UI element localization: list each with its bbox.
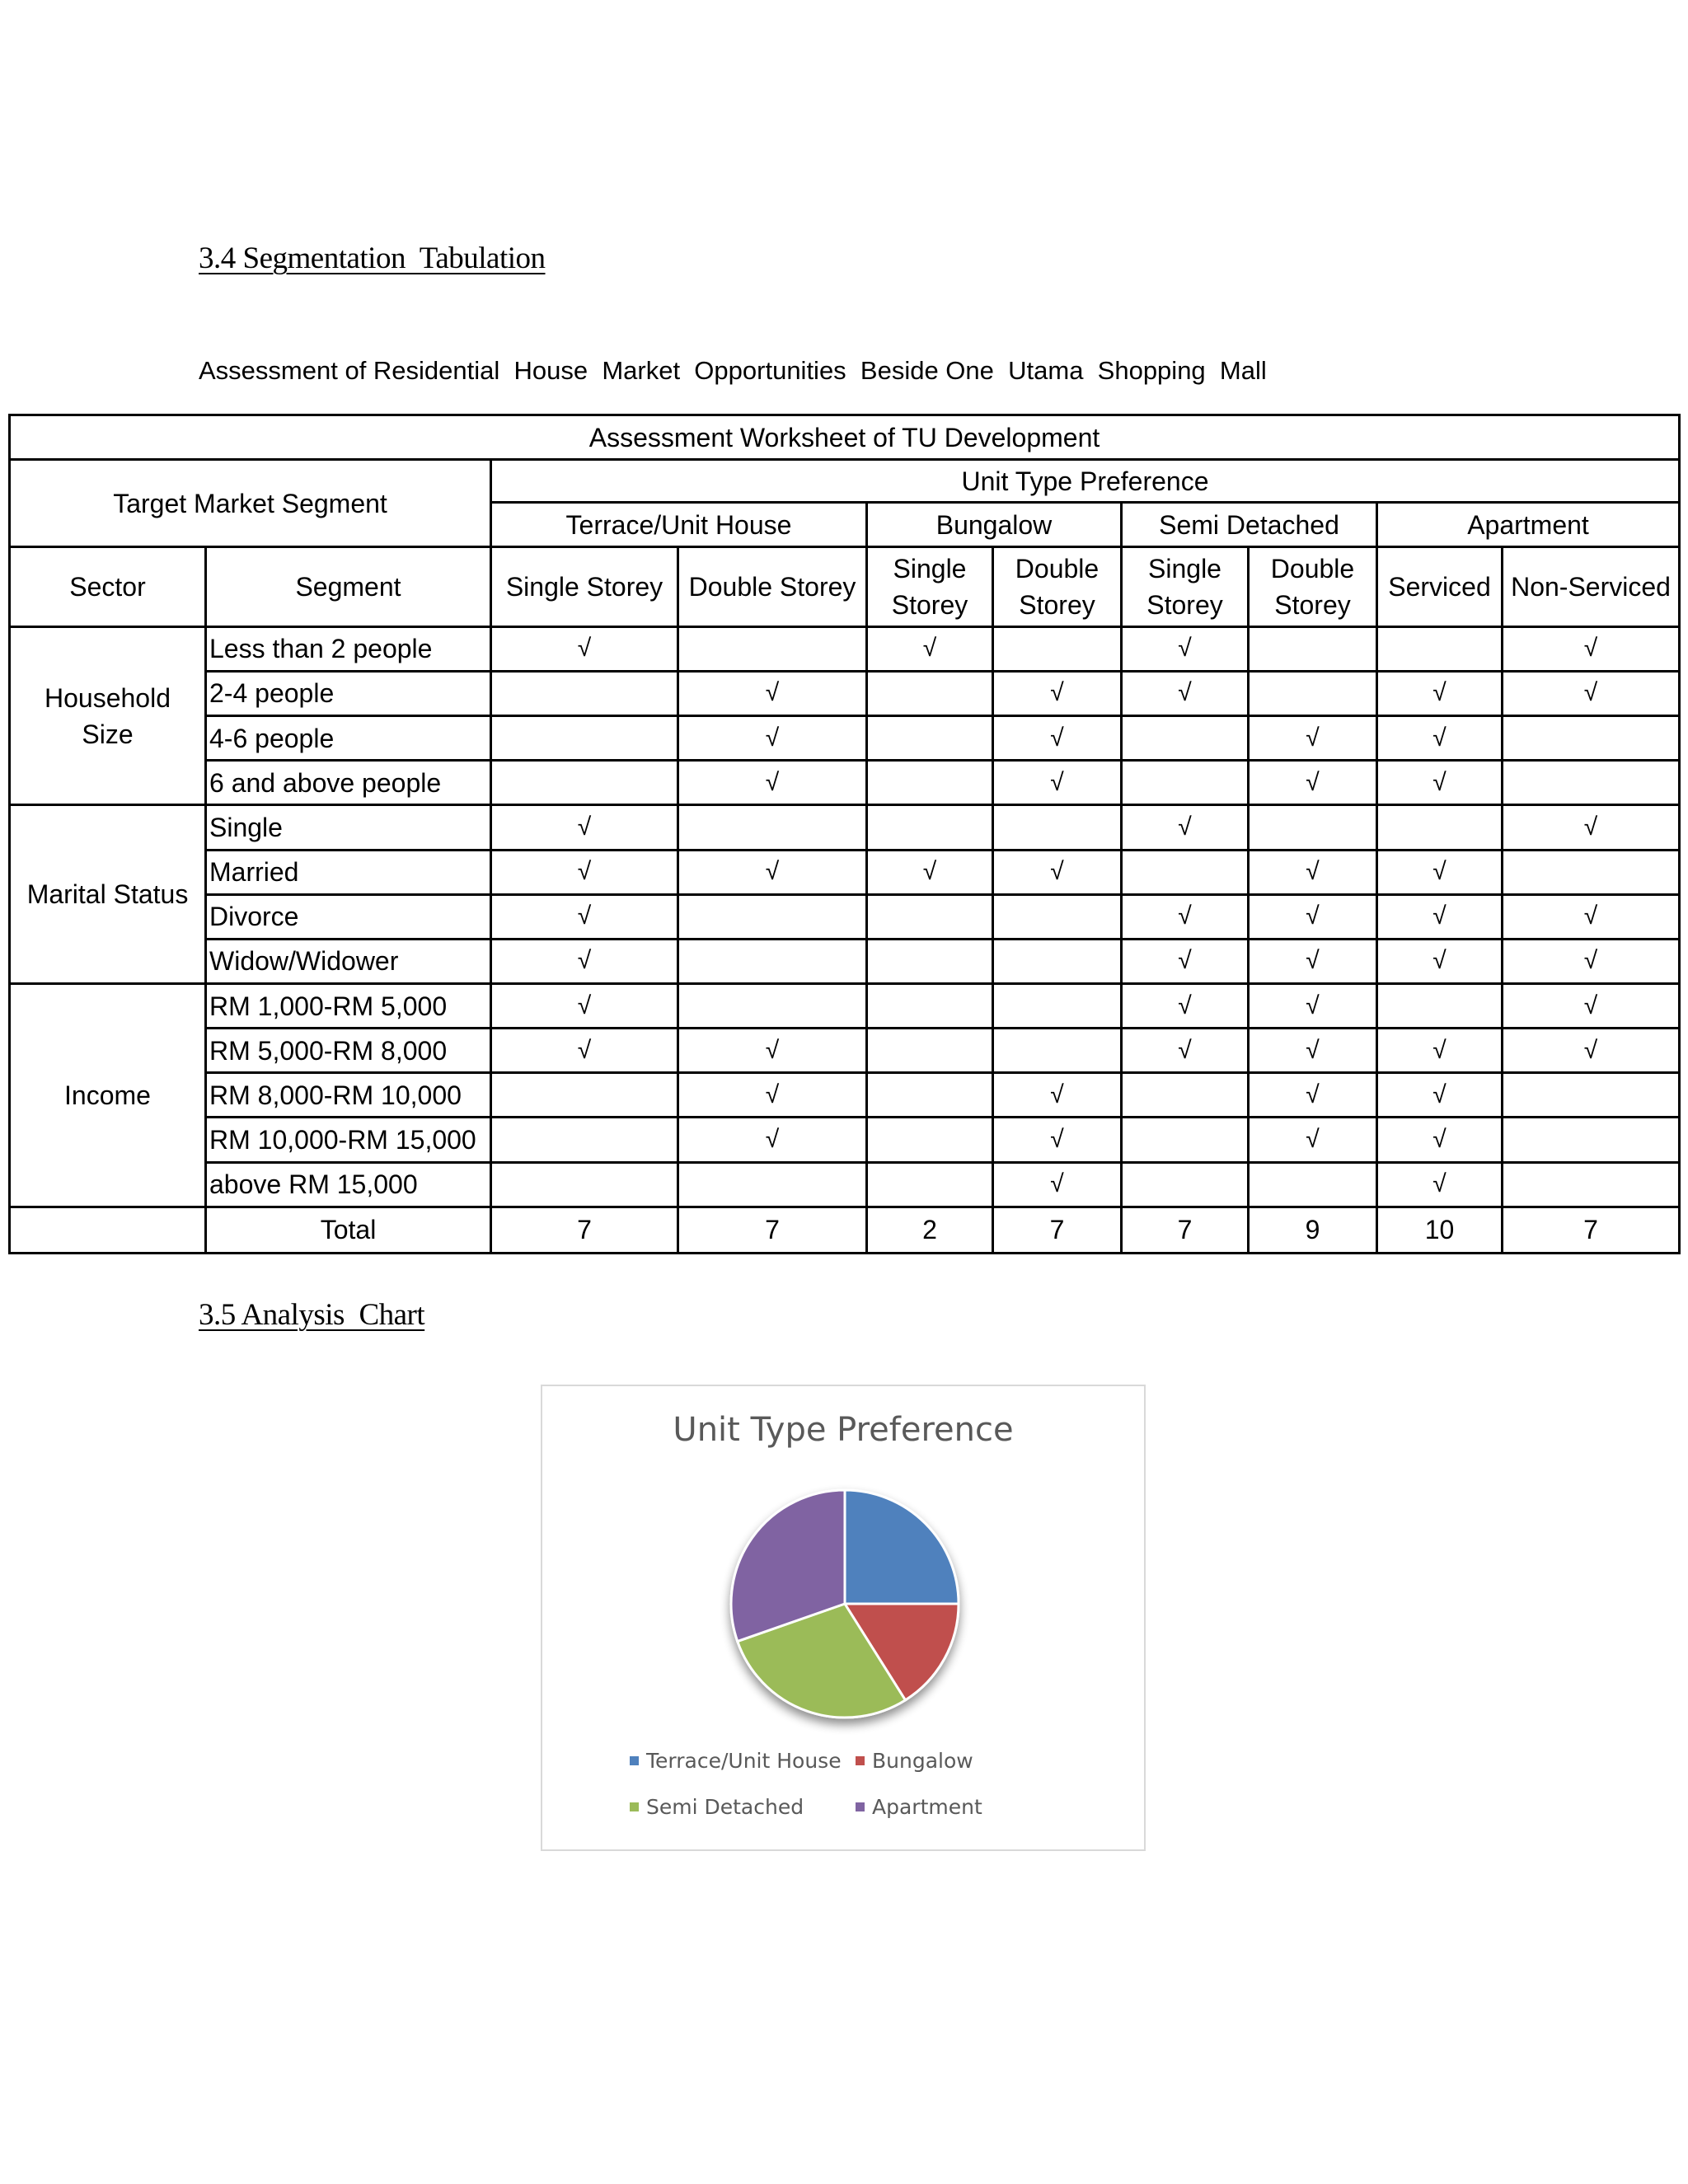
mark-cell: [1249, 1029, 1377, 1073]
mark-cell: [1249, 1162, 1377, 1207]
mark-cell: [1122, 983, 1249, 1028]
segment-cell: 4-6 people: [206, 716, 491, 761]
mark-cell: [1377, 1073, 1503, 1118]
check-mark-icon: √: [1306, 1080, 1320, 1108]
mark-cell: [1249, 761, 1377, 805]
mark-cell: [491, 850, 678, 894]
mark-cell: [993, 761, 1122, 805]
check-mark-icon: √: [922, 858, 937, 886]
mark-cell: [993, 1118, 1122, 1162]
check-mark-icon: √: [765, 768, 780, 796]
check-mark-icon: √: [1050, 724, 1064, 752]
segment-cell: Divorce: [206, 894, 491, 939]
mark-cell: [491, 939, 678, 983]
mark-cell: [1377, 983, 1503, 1028]
mark-cell: [867, 805, 993, 850]
check-mark-icon: √: [1306, 1126, 1320, 1154]
mark-cell: [1249, 850, 1377, 894]
mark-cell: [867, 983, 993, 1028]
section-heading-segmentation: 3.4 Segmentation Tabulation: [199, 241, 546, 275]
check-mark-icon: √: [1178, 947, 1192, 975]
check-mark-icon: √: [577, 813, 592, 841]
total-label: Total: [206, 1207, 491, 1253]
mark-cell: [1377, 1029, 1503, 1073]
group-header: Apartment: [1377, 503, 1680, 547]
mark-cell: [491, 1029, 678, 1073]
mark-cell: [1122, 939, 1249, 983]
check-mark-icon: √: [1432, 1170, 1447, 1198]
check-mark-icon: √: [1583, 679, 1598, 707]
mark-cell: [1377, 761, 1503, 805]
check-mark-icon: √: [1583, 902, 1598, 930]
mark-cell: [867, 1162, 993, 1207]
total-value: 2: [867, 1207, 993, 1253]
check-mark-icon: √: [1432, 1036, 1447, 1064]
pie-chart-container: [541, 1385, 1146, 1851]
total-value: 9: [1249, 1207, 1377, 1253]
total-row: [10, 1207, 1680, 1253]
check-mark-icon: √: [1050, 1170, 1064, 1198]
legend-label: Terrace/Unit House: [646, 1749, 842, 1773]
check-mark-icon: √: [1432, 1080, 1447, 1108]
check-mark-icon: √: [1050, 679, 1064, 707]
check-mark-icon: √: [765, 858, 780, 886]
legend-swatch-icon: [630, 1756, 639, 1765]
mark-cell: [1377, 894, 1503, 939]
subheader-cell: Double Storey: [678, 547, 867, 626]
mark-cell: [1377, 850, 1503, 894]
mark-cell: [491, 1073, 678, 1118]
check-mark-icon: √: [765, 1036, 780, 1064]
subheader-cell: Non-Serviced: [1503, 547, 1680, 626]
mark-cell: [993, 1073, 1122, 1118]
mark-cell: [1122, 894, 1249, 939]
segment-cell: RM 8,000-RM 10,000: [206, 1073, 491, 1118]
check-mark-icon: √: [765, 1126, 780, 1154]
check-mark-icon: √: [1306, 1036, 1320, 1064]
mark-cell: [867, 626, 993, 671]
mark-cell: [993, 1162, 1122, 1207]
sector-header: Sector: [10, 547, 206, 626]
mark-cell: [1122, 1162, 1249, 1207]
mark-cell: [1122, 626, 1249, 671]
pie-slice-terrace-unit-house: [845, 1490, 959, 1604]
mark-cell: [867, 1029, 993, 1073]
check-mark-icon: √: [1050, 1080, 1064, 1108]
mark-cell: [867, 894, 993, 939]
mark-cell: [1503, 805, 1680, 850]
check-mark-icon: √: [1432, 679, 1447, 707]
check-mark-icon: √: [1050, 768, 1064, 796]
check-mark-icon: √: [1306, 724, 1320, 752]
mark-cell: [678, 939, 867, 983]
mark-cell: [1122, 1029, 1249, 1073]
legend-item: [630, 1795, 804, 1819]
mark-cell: [491, 983, 678, 1028]
mark-cell: [678, 1029, 867, 1073]
check-mark-icon: √: [1178, 635, 1192, 663]
check-mark-icon: √: [1178, 679, 1192, 707]
legend-item: [856, 1795, 982, 1819]
segment-cell: 6 and above people: [206, 761, 491, 805]
check-mark-icon: √: [577, 635, 592, 663]
mark-cell: [678, 1162, 867, 1207]
mark-cell: [1249, 894, 1377, 939]
mark-cell: [678, 983, 867, 1028]
mark-cell: [1249, 1118, 1377, 1162]
check-mark-icon: √: [1306, 947, 1320, 975]
mark-cell: [678, 761, 867, 805]
check-mark-icon: √: [1178, 902, 1192, 930]
mark-cell: [678, 1073, 867, 1118]
mark-cell: [1122, 671, 1249, 715]
mark-cell: [1503, 983, 1680, 1028]
segment-cell: Less than 2 people: [206, 626, 491, 671]
check-mark-icon: √: [1583, 947, 1598, 975]
chart-title: Unit Type Preference: [673, 1411, 1014, 1449]
mark-cell: [993, 894, 1122, 939]
segmentation-table: [8, 414, 1681, 1254]
mark-cell: [678, 626, 867, 671]
total-value: 7: [1503, 1207, 1680, 1253]
mark-cell: [491, 716, 678, 761]
mark-cell: [867, 850, 993, 894]
mark-cell: [867, 939, 993, 983]
check-mark-icon: √: [1306, 991, 1320, 1019]
segment-cell: RM 5,000-RM 8,000: [206, 1029, 491, 1073]
total-value: 7: [678, 1207, 867, 1253]
group-header: Semi Detached: [1122, 503, 1377, 547]
check-mark-icon: √: [1178, 991, 1192, 1019]
check-mark-icon: √: [577, 858, 592, 886]
check-mark-icon: √: [1432, 947, 1447, 975]
legend-label: Bungalow: [872, 1749, 973, 1773]
mark-cell: [491, 805, 678, 850]
total-value: 7: [491, 1207, 678, 1253]
legend-swatch-icon: [630, 1802, 639, 1811]
table-row: [10, 939, 1680, 983]
total-value: 7: [1122, 1207, 1249, 1253]
check-mark-icon: √: [577, 902, 592, 930]
subheader-cell: Serviced: [1377, 547, 1503, 626]
mark-cell: [993, 939, 1122, 983]
legend-swatch-icon: [856, 1756, 865, 1765]
subheader-cell: Single Storey: [491, 547, 678, 626]
check-mark-icon: √: [1050, 1126, 1064, 1154]
mark-cell: [491, 1162, 678, 1207]
check-mark-icon: √: [1306, 768, 1320, 796]
check-mark-icon: √: [1583, 1036, 1598, 1064]
mark-cell: [1249, 983, 1377, 1028]
segment-cell: Married: [206, 850, 491, 894]
check-mark-icon: √: [1432, 768, 1447, 796]
check-mark-icon: √: [1583, 991, 1598, 1019]
mark-cell: [993, 626, 1122, 671]
check-mark-icon: √: [1583, 635, 1598, 663]
table-row: [10, 805, 1680, 850]
mark-cell: [1377, 1118, 1503, 1162]
mark-cell: [491, 894, 678, 939]
table-row: [10, 1162, 1680, 1207]
mark-cell: [1377, 1162, 1503, 1207]
segment-header: Segment: [206, 547, 491, 626]
segment-cell: Widow/Widower: [206, 939, 491, 983]
mark-cell: [491, 761, 678, 805]
document-subtitle: Assessment of Residential House Market Opportunities Beside One Utama Shopping Mall: [199, 356, 1267, 385]
mark-cell: [1377, 805, 1503, 850]
check-mark-icon: √: [1583, 813, 1598, 841]
mark-cell: [1377, 939, 1503, 983]
table-row: [10, 1029, 1680, 1073]
check-mark-icon: √: [1306, 858, 1320, 886]
mark-cell: [1122, 1073, 1249, 1118]
check-mark-icon: √: [577, 947, 592, 975]
check-mark-icon: √: [577, 1036, 592, 1064]
mark-cell: [1122, 761, 1249, 805]
sector-cell: Income: [10, 983, 206, 1207]
check-mark-icon: √: [765, 1080, 780, 1108]
subheader-cell: Single Storey: [867, 547, 993, 626]
check-mark-icon: √: [765, 724, 780, 752]
check-mark-icon: √: [1178, 1036, 1192, 1064]
mark-cell: [678, 671, 867, 715]
mark-cell: [1503, 1073, 1680, 1118]
mark-cell: [678, 894, 867, 939]
mark-cell: [1249, 805, 1377, 850]
mark-cell: [491, 1118, 678, 1162]
mark-cell: [1503, 939, 1680, 983]
check-mark-icon: √: [1432, 1126, 1447, 1154]
table-row: [10, 850, 1680, 894]
segment-cell: RM 10,000-RM 15,000: [206, 1118, 491, 1162]
pie-chart: [542, 1386, 1144, 1849]
mark-cell: [993, 1029, 1122, 1073]
mark-cell: [867, 1118, 993, 1162]
legend-label: Semi Detached: [646, 1795, 804, 1819]
mark-cell: [993, 983, 1122, 1028]
mark-cell: [491, 671, 678, 715]
mark-cell: [678, 1118, 867, 1162]
mark-cell: [678, 850, 867, 894]
mark-cell: [993, 805, 1122, 850]
mark-cell: [1122, 1118, 1249, 1162]
mark-cell: [867, 1073, 993, 1118]
mark-cell: [1503, 761, 1680, 805]
legend-label: Apartment: [872, 1795, 982, 1819]
legend-item: [856, 1749, 973, 1773]
table-row: [10, 1073, 1680, 1118]
mark-cell: [1377, 626, 1503, 671]
mark-cell: [867, 716, 993, 761]
unit-preference-header: Unit Type Preference: [491, 460, 1680, 503]
table-row: [10, 894, 1680, 939]
total-value: 7: [993, 1207, 1122, 1253]
check-mark-icon: √: [1306, 902, 1320, 930]
target-market-header: Target Market Segment: [10, 460, 491, 547]
segment-cell: above RM 15,000: [206, 1162, 491, 1207]
table-row: [10, 626, 1680, 671]
mark-cell: [1122, 805, 1249, 850]
mark-cell: [1249, 1073, 1377, 1118]
group-header: Bungalow: [867, 503, 1122, 547]
total-value: 10: [1377, 1207, 1503, 1253]
table-row: [10, 671, 1680, 715]
mark-cell: [1249, 671, 1377, 715]
mark-cell: [1122, 716, 1249, 761]
segment-cell: Single: [206, 805, 491, 850]
table-row: [10, 1118, 1680, 1162]
check-mark-icon: √: [922, 635, 937, 663]
segment-cell: 2-4 people: [206, 671, 491, 715]
mark-cell: [993, 716, 1122, 761]
group-header: Terrace/Unit House: [491, 503, 867, 547]
subheader-cell: Double Storey: [1249, 547, 1377, 626]
check-mark-icon: √: [1178, 813, 1192, 841]
mark-cell: [1503, 850, 1680, 894]
mark-cell: [993, 671, 1122, 715]
mark-cell: [1249, 626, 1377, 671]
mark-cell: [1503, 1162, 1680, 1207]
check-mark-icon: √: [577, 991, 592, 1019]
subheader-cell: Single Storey: [1122, 547, 1249, 626]
mark-cell: [1377, 671, 1503, 715]
table-row: [10, 983, 1680, 1028]
sector-cell: Marital Status: [10, 805, 206, 984]
legend-item: [630, 1749, 842, 1773]
mark-cell: [1503, 716, 1680, 761]
table-row: [10, 761, 1680, 805]
check-mark-icon: √: [1432, 858, 1447, 886]
table-row: [10, 716, 1680, 761]
check-mark-icon: √: [765, 679, 780, 707]
check-mark-icon: √: [1432, 902, 1447, 930]
total-blank-cell: [10, 1207, 206, 1253]
subheader-cell: Double Storey: [993, 547, 1122, 626]
mark-cell: [678, 805, 867, 850]
mark-cell: [1503, 894, 1680, 939]
mark-cell: [491, 626, 678, 671]
check-mark-icon: √: [1432, 724, 1447, 752]
mark-cell: [1503, 671, 1680, 715]
segment-cell: RM 1,000-RM 5,000: [206, 983, 491, 1028]
section-heading-analysis-chart: 3.5 Analysis Chart: [199, 1298, 425, 1332]
mark-cell: [867, 761, 993, 805]
mark-cell: [993, 850, 1122, 894]
mark-cell: [1377, 716, 1503, 761]
table-title: Assessment Worksheet of TU Development: [10, 415, 1680, 460]
sector-cell: Household Size: [10, 626, 206, 805]
check-mark-icon: √: [1050, 858, 1064, 886]
legend-swatch-icon: [856, 1802, 865, 1811]
mark-cell: [1503, 626, 1680, 671]
mark-cell: [1249, 939, 1377, 983]
mark-cell: [1503, 1029, 1680, 1073]
mark-cell: [867, 671, 993, 715]
mark-cell: [1249, 716, 1377, 761]
mark-cell: [1503, 1118, 1680, 1162]
mark-cell: [678, 716, 867, 761]
mark-cell: [1122, 850, 1249, 894]
